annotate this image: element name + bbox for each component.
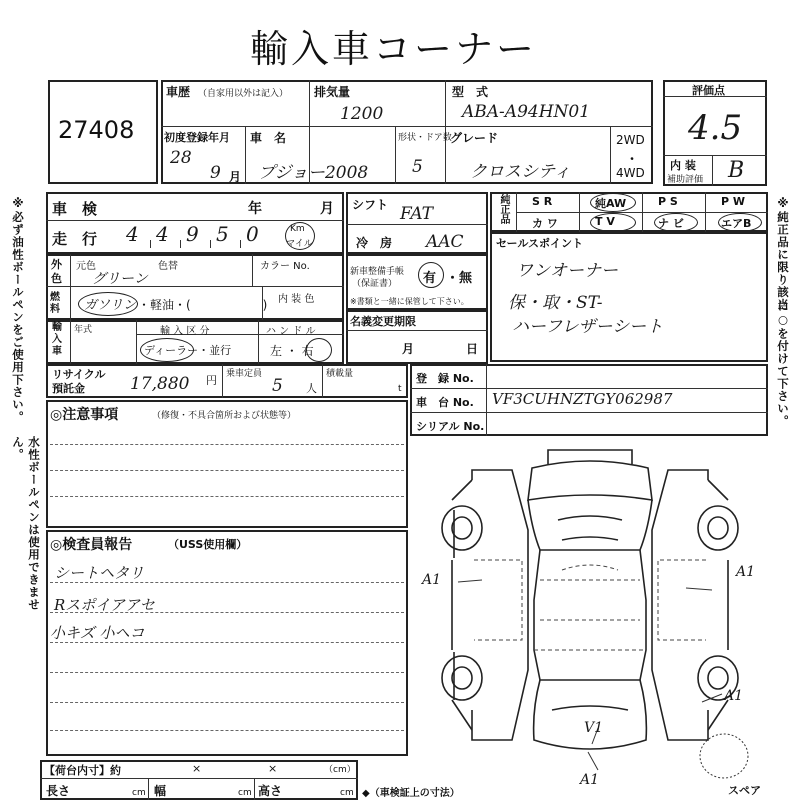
inspector-line-1: シートヘタリ	[54, 564, 145, 582]
first-reg-month: 9	[210, 163, 221, 183]
manual-note: ※書類と一緒に保管して下さい。	[350, 297, 469, 306]
mileage-digit-separator	[240, 240, 243, 248]
chassis-value: VF3CUHNZTGY062987	[492, 390, 673, 408]
grade-label: グレード	[450, 131, 499, 145]
diagram-mark-rear: V1	[584, 720, 604, 736]
manual-value: 有	[423, 271, 437, 286]
import-type-value: ディーラー・並行	[144, 344, 232, 357]
mileage-digit-separator	[150, 240, 153, 248]
first-reg-month-unit: 月	[229, 170, 242, 184]
equipment-item: ナ ビ	[658, 217, 684, 230]
interior-label: 内 装	[670, 159, 696, 172]
drive-dot: ・	[626, 152, 639, 166]
first-reg-year: 28	[170, 148, 192, 168]
selling-point-2: 保・取・ST-	[508, 293, 603, 313]
model-label: 型 式	[452, 85, 489, 99]
interior-sub: 補助評価	[667, 175, 704, 185]
doors-value: 5	[412, 157, 423, 177]
inspector-sub: （USS使用欄）	[168, 538, 248, 551]
cargo-width-cm: cm	[238, 788, 252, 798]
manual-none: ・無	[446, 271, 473, 286]
mileage-digit: 4	[156, 222, 169, 246]
ac-value: AAC	[426, 232, 464, 252]
manual-sub: （保証書）	[352, 279, 398, 289]
selling-point-1: ワンオーナー	[516, 261, 618, 281]
recycle-sub: 預託金	[52, 382, 85, 395]
equipment-item: P S	[658, 195, 678, 208]
inspector-line-3: 小キズ 小ヘコ	[50, 624, 145, 642]
equipment-item: P W	[721, 195, 746, 208]
color-repaint-label: 色替	[158, 261, 178, 272]
handle-value: 左 ・ 右	[270, 344, 314, 358]
notes-sub: （修復・不具合箇所および状態等）	[152, 411, 297, 421]
rating-value: 4.5	[688, 108, 743, 148]
inspection-label: 車 検	[52, 200, 98, 218]
interior-value: B	[728, 158, 745, 183]
diagram-mark-bottom: A1	[580, 772, 600, 788]
displacement-label: 排気量	[314, 85, 351, 99]
mileage-digit: 0	[246, 222, 259, 246]
equipment-item: T V	[595, 215, 615, 228]
interior-color-label: 内 装 色	[278, 294, 315, 305]
cargo-width: 幅	[154, 784, 167, 798]
inspection-month: 月	[320, 201, 334, 217]
capacity-value: 5	[272, 376, 283, 396]
grade-value: クロスシティ	[470, 162, 571, 182]
load-unit: t	[398, 384, 402, 394]
fuel-label: 燃料	[50, 292, 60, 315]
drive-4wd: 4WD	[616, 166, 645, 180]
rating-label: 評価点	[692, 84, 725, 97]
side-note-2: 水性ボールペンは使用できません。	[11, 436, 41, 611]
cargo-label: 【荷台内寸】約	[44, 764, 121, 777]
equipment-item: エアB	[721, 217, 752, 230]
lot-number-box	[48, 80, 158, 184]
inspection-year: 年	[248, 201, 262, 217]
handle-label: ハ ン ド ル	[266, 326, 316, 337]
mileage-digit-separator	[180, 240, 183, 248]
shift-label: シフト	[352, 198, 389, 212]
color-original-label: 元色	[76, 261, 96, 272]
import-label: 輸入車	[52, 322, 62, 357]
inspector-label: ◎検査員報告	[50, 537, 133, 553]
load-label: 積載量	[326, 369, 354, 379]
diagram-mark-left: A1	[422, 572, 442, 588]
inspector-line-2: Rスポイアアセ	[54, 596, 155, 614]
right-note-2: に○を付けて下さい。	[776, 300, 790, 428]
mileage-unit-mile: マイル	[286, 239, 313, 249]
cargo-height: 高さ	[258, 784, 283, 798]
car-damage-diagram	[412, 440, 768, 790]
page-title: 輸入車コーナー	[250, 27, 538, 71]
registration-label: 登 録 No.	[416, 372, 474, 385]
cargo-x2: ×	[268, 762, 278, 775]
import-type-label: 輸 入 区 分	[160, 326, 210, 337]
chassis-label: 車 台 No.	[416, 396, 474, 409]
car-name-label: 車 名	[250, 131, 287, 145]
notes-label: ◎注意事項	[50, 407, 119, 423]
cargo-height-cm: cm	[340, 788, 354, 798]
first-reg-label: 初度登録年月	[164, 131, 230, 144]
equipment-label: 純正品	[498, 194, 509, 224]
manual-label: 新車整備手帳	[350, 267, 405, 277]
shift-value: FAT	[400, 204, 434, 224]
cargo-length: 長さ	[46, 784, 71, 798]
mileage-digit-separator	[210, 240, 213, 248]
name-change-label: 名義変更期限	[350, 315, 416, 328]
color-no-label: カラー No.	[260, 261, 310, 272]
capacity-unit: 人	[306, 382, 317, 395]
recycle-label: リサイクル	[52, 368, 106, 381]
color-value: グリーン	[92, 271, 148, 287]
drive-2wd: 2WD	[616, 133, 645, 147]
displacement-value: 1200	[340, 104, 384, 124]
equipment-item: カ ワ	[532, 217, 558, 230]
cargo-x1: ×	[192, 762, 202, 775]
lot-number: 27408	[58, 116, 135, 144]
serial-label: シリアル No.	[416, 420, 485, 433]
history-note: （自家用以外は記入）	[198, 89, 289, 99]
mileage-digit: 4	[126, 222, 139, 246]
fuel-rest: ・軽油・( )	[138, 298, 268, 312]
doors-label: 形状・ドア数	[398, 133, 452, 143]
import-year-label: 年式	[74, 325, 93, 335]
history-label: 車歴	[166, 85, 191, 99]
mileage-label: 走 行	[52, 230, 98, 248]
cargo-length-cm: cm	[132, 788, 146, 798]
color-outer: 外	[51, 258, 62, 271]
name-change-day: 日	[466, 342, 479, 356]
diagram-mark-right: A1	[736, 564, 756, 580]
diagram-mark-rear-right: A1	[724, 688, 744, 704]
fuel-value: ガソリン	[84, 298, 137, 313]
equipment-item: 純AW	[595, 197, 627, 210]
name-change-month: 月	[402, 342, 415, 356]
mileage-digit: 9	[186, 222, 199, 246]
color-char: 色	[51, 272, 62, 285]
equipment-item: S R	[532, 195, 553, 208]
mileage-unit-km: Km	[290, 224, 305, 234]
side-note-1: ※必ず油性ボールペンをご使用下さい。	[11, 196, 25, 424]
right-note-1: ※純正品に限り該当	[776, 196, 790, 311]
car-name-value: プジョー2008	[258, 163, 369, 183]
ac-label: 冷 房	[356, 236, 393, 250]
recycle-unit: 円	[206, 374, 217, 387]
selling-point-3: ハーフレザーシート	[512, 317, 664, 337]
selling-points-label: セールスポイント	[496, 237, 584, 250]
cargo-unit: （cm）	[324, 765, 356, 775]
recycle-value: 17,880	[130, 374, 190, 394]
spare-label: スペア	[728, 784, 761, 797]
mileage-digit: 5	[216, 222, 229, 246]
cargo-note: ◆（車検証上の寸法）	[362, 788, 460, 799]
capacity-label: 乗車定員	[226, 369, 263, 379]
model-value: ABA-A94HN01	[462, 102, 591, 122]
